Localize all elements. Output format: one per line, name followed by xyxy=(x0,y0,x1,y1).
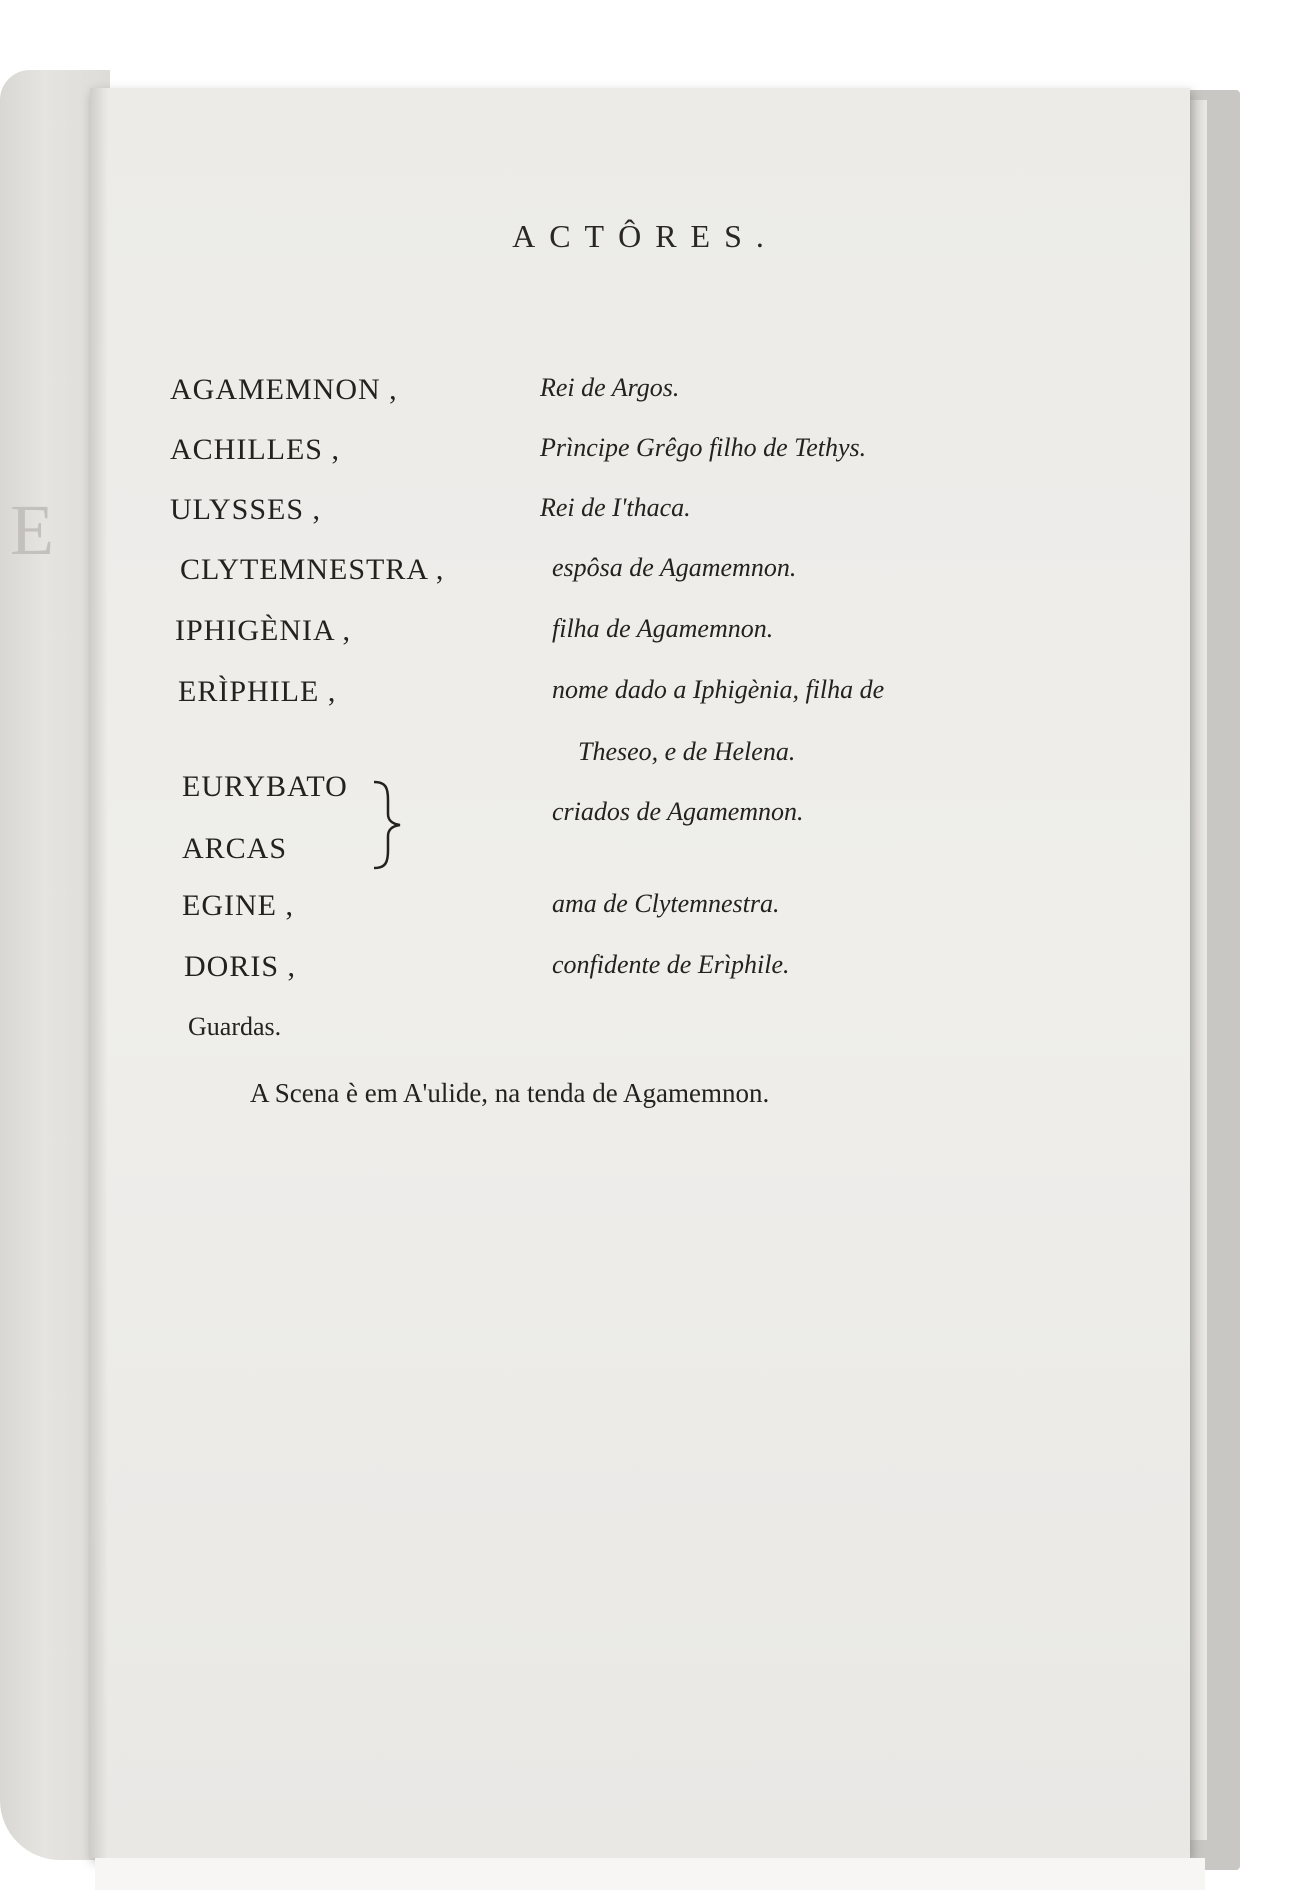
cast-row xyxy=(0,373,1290,433)
character-role: filha de Agamemnon. xyxy=(552,614,774,643)
scene-setting: A Scena è em A'ulide, na tenda de Agamemnon. xyxy=(250,1078,770,1108)
cast-row xyxy=(0,493,1290,553)
character-role: espôsa de Agamemnon. xyxy=(552,553,797,582)
character-name: ACHILLES , xyxy=(170,433,340,466)
character-role: criados de Agamemnon. xyxy=(552,797,804,826)
curly-brace-icon xyxy=(368,778,408,872)
character-role: ama de Clytemnestra. xyxy=(552,889,780,918)
character-name: ARCAS xyxy=(182,832,288,865)
guards-label: Guardas. xyxy=(188,1012,282,1041)
character-role: confidente de Erìphile. xyxy=(552,950,790,979)
character-name: ULYSSES , xyxy=(170,493,322,526)
character-name: ERÌPHILE , xyxy=(178,675,337,708)
character-name: EURYBATO xyxy=(182,770,348,803)
page-title: ACTÔRES. xyxy=(512,218,778,254)
character-name: AGAMEMNON , xyxy=(170,373,398,406)
cast-row xyxy=(0,553,1290,613)
character-role: nome dado a Iphigènia, filha de xyxy=(552,675,885,704)
character-role: Rei de I'thaca. xyxy=(540,493,691,522)
cast-row xyxy=(0,433,1290,493)
left-page-bleed-through: E xyxy=(10,490,55,570)
character-role: Prìncipe Grêgo filho de Tethys. xyxy=(540,433,867,462)
character-name: IPHIGÈNIA , xyxy=(175,614,351,647)
cast-row xyxy=(0,675,1290,735)
character-role: Rei de Argos. xyxy=(540,373,680,402)
cast-row xyxy=(0,832,1290,892)
cast-row xyxy=(0,889,1290,949)
character-name: EGINE , xyxy=(182,889,294,922)
cast-row xyxy=(0,770,1290,830)
cast-row xyxy=(0,950,1290,1010)
character-name: DORIS , xyxy=(184,950,297,983)
page-bottom-margin xyxy=(95,1858,1205,1890)
character-name: CLYTEMNESTRA , xyxy=(180,553,445,586)
character-role: Theseo, e de Helena. xyxy=(578,737,796,766)
cast-row xyxy=(0,614,1290,674)
